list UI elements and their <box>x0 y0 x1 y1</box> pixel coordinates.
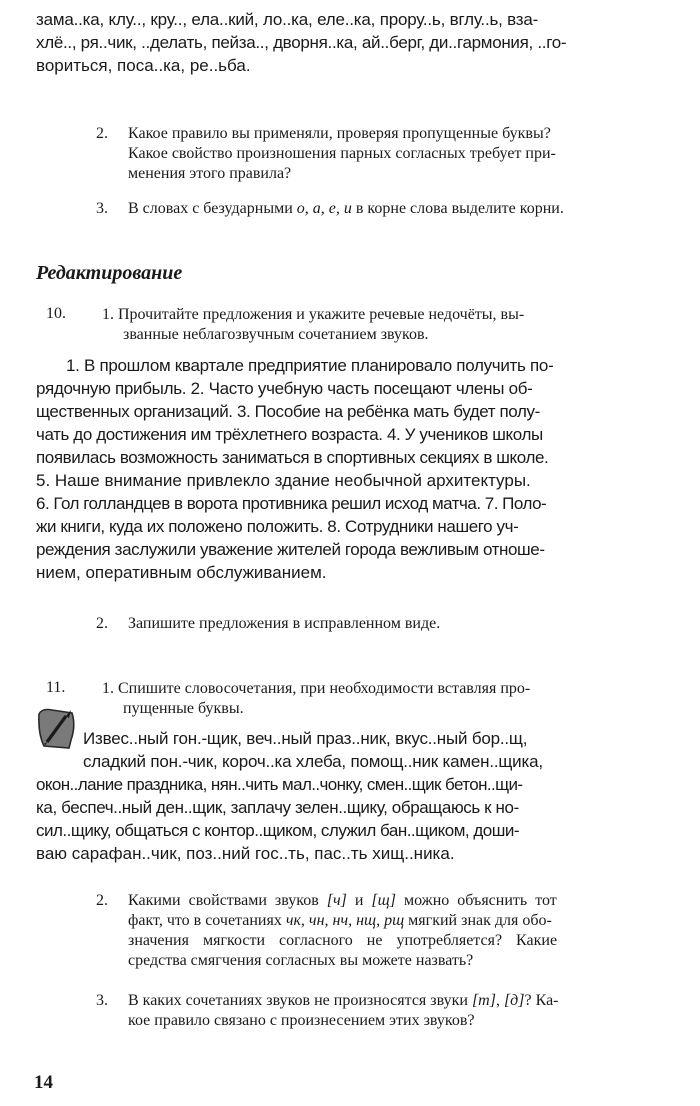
text-line: ваю сарафан..чик, поз..ний гос..ть, пас..ть хищ..ника. <box>36 844 455 863</box>
text-line: 1. В прошлом квартале предприятие планировало получить по- <box>66 356 554 375</box>
text-line: менения этого правила? <box>128 165 292 182</box>
text-line: сладкий пон.-чик, короч..ка хлеба, помощ..ник камен..щика, <box>83 752 543 771</box>
page-number: 14 <box>34 1072 53 1093</box>
text-line: Какое свойство произношения парных согласных требует при- <box>128 145 556 162</box>
exercise-11-task-2 <box>96 891 558 971</box>
text-line: окон..лание праздника, нян..чить мал..чонку, смен..щик бетон..щи- <box>36 775 523 794</box>
task-number: 2. <box>96 125 108 142</box>
text-line <box>128 911 557 931</box>
text-line: зама..ка, клу.., кру.., ела..кий, ло..ка, еле..ка, прору..ь, вглу..ь, вза- <box>36 10 539 29</box>
text-line: кое правило связано с произнесением этих звуков? <box>128 1012 475 1029</box>
text-line: пущенные буквы. <box>123 700 244 717</box>
text-segment: Какими свойствами звуков <box>128 892 319 909</box>
text-line <box>128 991 559 1011</box>
text-segment: факт, что в сочетаниях <box>128 912 282 929</box>
text-line: жи книги, куда их положено положить. 8. Сотрудники нашего уч- <box>36 517 519 536</box>
exercise-11-task-3 <box>96 991 559 1031</box>
text-line: средства смягчения согласных вы можете назвать? <box>128 952 474 969</box>
top-paragraph <box>36 8 668 77</box>
task-number: 2. <box>96 892 108 909</box>
text-segment: мягкий знак для обо- <box>408 912 552 929</box>
text-line: значения мягкости согласного не употребляется? Какие <box>128 932 558 949</box>
exercise-number: 10. <box>46 305 66 322</box>
text-line: сил..щику, общаться с контор..щиком, служил бан..щиком, доши- <box>36 821 520 840</box>
text-line: щественных организаций. 3. Пособие на ребёнка мать будет полу- <box>36 402 540 421</box>
task-2-questions <box>96 124 556 184</box>
exercise-number: 11. <box>46 679 66 696</box>
italic-sound: [ч] <box>326 892 347 909</box>
text-line: вориться, поса..ка, ре..ьба. <box>36 56 251 75</box>
text-line: рядочную прибыль. 2. Часто учебную часть посещают члены об- <box>36 379 533 398</box>
italic-letters: о, а, е, и <box>296 200 352 217</box>
text-line: хлё.., ря..чик, ..делать, пейза.., дворня..ка, ай..берг, ди..гармония, ..го- <box>36 33 567 52</box>
italic-sound: [щ] <box>371 892 396 909</box>
task-number: 2. <box>96 615 108 632</box>
text-segment: и <box>354 892 364 909</box>
text-line: званные неблагозвучным сочетанием звуков. <box>123 326 429 343</box>
text-line <box>128 199 564 219</box>
text-line: Какое правило вы применяли, проверяя пропущенные буквы? <box>128 125 551 142</box>
task-number: 3. <box>96 200 108 217</box>
exercise-11-body <box>36 727 668 865</box>
text-line: появилась возможность заниматься в спортивных секциях в школе. <box>36 448 549 467</box>
text-line: 1. Прочитайте предложения и укажите речевые недочёты, вы- <box>102 306 525 323</box>
exercise-10-task-2 <box>96 614 441 634</box>
text-segment: В словах с безударными <box>128 200 293 217</box>
text-segment: можно объяснить тот <box>403 892 557 909</box>
text-segment: в корне слова выделите корни. <box>355 200 564 217</box>
text-line: Извес..ный гон.-щик, веч..ный праз..ник, вкус..ный бор..щ, <box>83 729 528 748</box>
text-line: 6. Гол голландцев в ворота противника решил исход матча. 7. Поло- <box>36 494 547 513</box>
section-heading: Редактирование <box>36 262 183 284</box>
text-line: ка, беспеч..ный ден..щик, заплачу зелен..щику, обращаюсь к но- <box>36 798 519 817</box>
text-segment: ? Ка- <box>524 992 559 1009</box>
exercise-10-body <box>36 354 668 584</box>
text-line: чать до достижения им трёхлетнего возраста. 4. У учеников школы <box>36 425 543 444</box>
text-line: Запишите предложения в исправленном виде. <box>128 615 441 632</box>
text-line: 5. Наше внимание привлекло здание необычной архитектуры. <box>36 471 531 490</box>
text-line: нием, оперативным обслуживанием. <box>36 563 327 582</box>
task-number: 3. <box>96 992 108 1009</box>
exercise-10-task-1 <box>102 305 524 345</box>
text-segment: , <box>495 992 500 1009</box>
exercise-11-task-1 <box>102 679 530 719</box>
text-line <box>128 891 557 911</box>
text-line: 1. Спишите словосочетания, при необходимости вставляя про- <box>102 680 531 697</box>
task-3-roots <box>96 199 564 219</box>
text-line: реждения заслужили уважение жителей города вежливым отноше- <box>36 540 545 559</box>
italic-letters: чк, чн, нч, нщ, рщ <box>285 912 405 929</box>
italic-sound: [т] <box>471 992 496 1009</box>
text-segment: В каких сочетаниях звуков не произносятся звуки <box>128 992 468 1009</box>
italic-sound: [д] <box>503 992 525 1009</box>
